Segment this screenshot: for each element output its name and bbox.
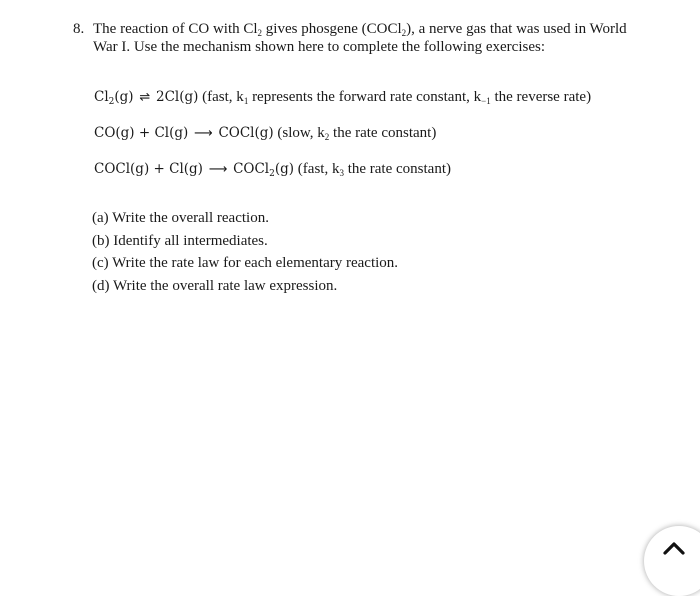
mechanism-step-3: [94, 161, 451, 178]
mechanism-step-2: [94, 125, 436, 142]
chevron-up-icon: [662, 540, 686, 556]
exercise-item: (c) Write the rate law for each elementary reaction.: [92, 255, 399, 271]
step-2-note: (slow, $k_2$ the rate constant): [277, 125, 437, 142]
problem-statement: [73, 20, 633, 56]
step-3-note: (fast, $k_3$ the rate constant): [297, 161, 451, 178]
equilibrium-arrow-icon: ⇌: [139, 90, 151, 105]
step-1-note: (fast, $k_1$ represents the forward rate constant, $k_{-1}$ the reverse rate): [202, 89, 592, 106]
reaction-arrow-icon: ⟶: [194, 126, 213, 141]
scroll-up-button[interactable]: [644, 526, 700, 596]
exercise-item: (d) Write the overall rate law expression.: [92, 277, 338, 294]
problem-intro: The reaction of CO with $Cl_2$ gives phosgene (COCl$_2$), a nerve gas that was used in World War I. Use the mechanism shown here to complete the following exercises:: [93, 21, 627, 55]
exercise-list: [92, 207, 398, 297]
exercise-item: (a) Write the overall reaction.: [92, 210, 269, 226]
step-1-reactant: $Cl_2(g)$: [94, 89, 134, 107]
reaction-arrow-icon: ⟶: [208, 162, 228, 177]
step-3-product: COCl$_2$(g): [233, 161, 295, 179]
step-2-product: COCl(g): [218, 125, 274, 141]
step-2-reactants: CO(g) + Cl(g): [94, 125, 189, 141]
step-1-product: 2Cl(g): [155, 89, 199, 105]
exercise-item: (b) Identify all intermediates.: [92, 232, 268, 249]
mechanism-step-1: [94, 89, 591, 106]
step-3-reactants: COCl(g) + Cl(g): [94, 161, 203, 177]
problem-number: 8.: [73, 21, 85, 37]
